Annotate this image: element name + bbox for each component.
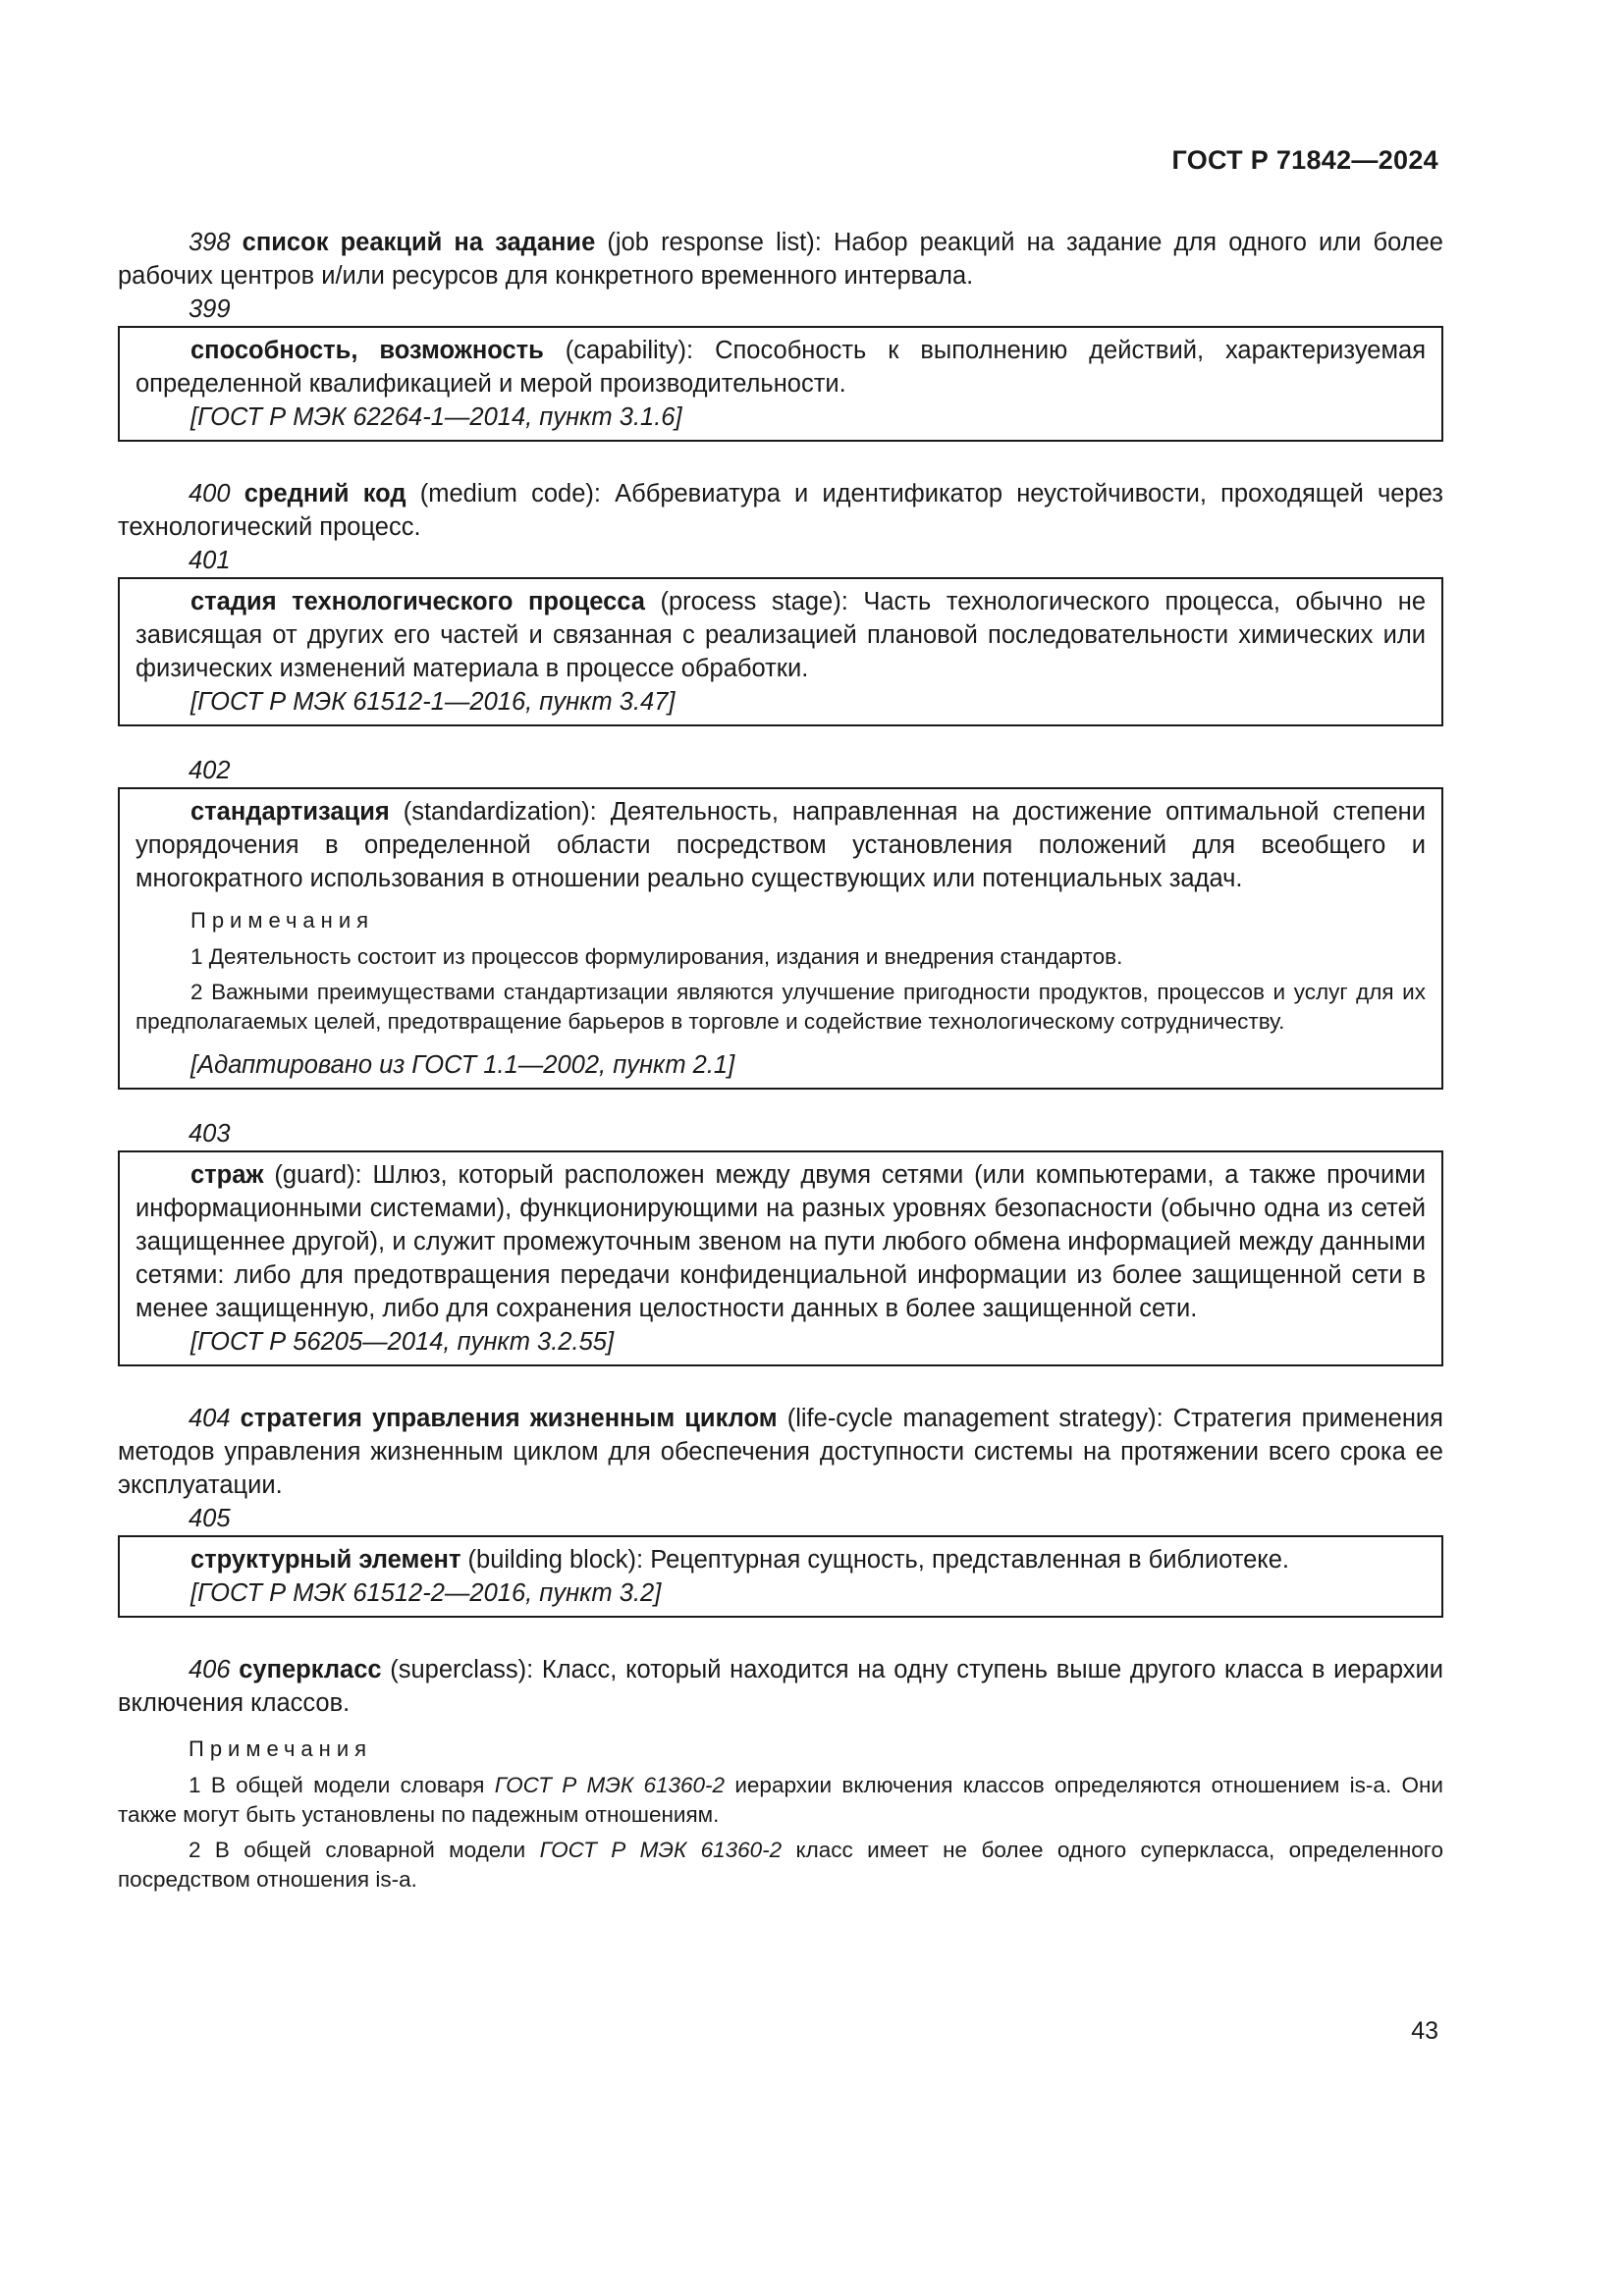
term-definition: (process stage): Часть технологического процесса, обычно не зависящая от других его частей и связанная с реализацией плановой последовательности химических или физических изменений материала в процессе обработки. xyxy=(135,588,1426,682)
term-number-399: 399 xyxy=(189,295,231,323)
note-item: 2 Важными преимуществами стандартизации являются улучшение пригодности продуктов, процессов и услуг для их предполагаемых целей, предотвращение барьеров в торговле и содействие технологическому сотрудничеству. xyxy=(135,980,1426,1034)
notes-heading: Примечания xyxy=(190,908,375,933)
term-box-401 xyxy=(118,577,1443,726)
term-entry-405 xyxy=(135,1543,1426,1576)
document-code-header: ГОСТ Р 71842—2024 xyxy=(1171,145,1438,175)
term-title: список реакций на задание xyxy=(242,229,596,256)
note-item: 1 Деятельность состоит из процессов формулирования, издания и внедрения стандартов. xyxy=(190,944,1123,969)
term-box-403 xyxy=(118,1150,1443,1366)
term-definition: (medium code): Аббревиатура и идентификатор неустойчивости, проходящей через технологический процесс. xyxy=(118,480,1443,541)
term-box-405 xyxy=(118,1535,1443,1618)
term-title: способность, возможность xyxy=(190,337,544,364)
note-standard-ref: ГОСТ Р МЭК 61360-2 xyxy=(539,1838,783,1862)
note-item xyxy=(118,1771,1443,1830)
term-definition: (life-cycle management strategy): Стратегия применения методов управления жизненным циклом для обеспечения доступности системы на протяжении всего срока ее эксплуатации. xyxy=(118,1405,1443,1499)
term-definition: (standardization): Деятельность, направленная на достижение оптимальной степени упорядочения в определенной области посредством установления положений для всеобщего и многократного использования в отношении реально существующих или потенциальных задач. xyxy=(135,798,1426,892)
term-definition: (superclass): Класс, который находится на одну ступень выше другого класса в иерархии включения классов. xyxy=(118,1656,1443,1717)
term-reference: [ГОСТ Р МЭК 61512-1—2016, пункт 3.47] xyxy=(190,688,676,716)
term-reference: [ГОСТ Р МЭК 62264-1—2014, пункт 3.1.6] xyxy=(190,403,682,431)
term-box-399 xyxy=(118,326,1443,442)
note-text: класс имеет не более одного суперкласса, определенного посредством отношения is-a. xyxy=(118,1838,1444,1892)
term-title: структурный элемент xyxy=(190,1546,461,1574)
term-definition: (building block): Рецептурная сущность, представленная в библиотеке. xyxy=(460,1546,1290,1574)
term-number-405: 405 xyxy=(189,1505,231,1532)
term-number: 406 xyxy=(189,1656,231,1683)
note-text: иерархии включения классов определяются отношением is-a. Они также могут быть установлены по падежным отношениям. xyxy=(118,1773,1443,1827)
page-number: 43 xyxy=(1411,2017,1438,2045)
term-box-402 xyxy=(118,787,1443,1090)
term-entry-404 xyxy=(118,1402,1443,1502)
term-number: 404 xyxy=(189,1405,231,1432)
term-entry-398 xyxy=(118,226,1443,293)
term-reference: [Адаптировано из ГОСТ 1.1—2002, пункт 2.1] xyxy=(190,1051,735,1079)
term-number-402: 402 xyxy=(189,757,231,784)
term-entry-402 xyxy=(135,795,1426,895)
term-reference: [ГОСТ Р 56205—2014, пункт 3.2.55] xyxy=(190,1328,615,1356)
notes-heading: Примечания xyxy=(189,1736,373,1761)
note-item xyxy=(118,1836,1443,1895)
note-text: 2 В общей словарной модели xyxy=(189,1838,540,1862)
term-definition: (guard): Шлюз, который расположен между двумя сетями (или компьютерами, а также прочими информационными системами), функционирующими на разных уровнях безопасности (обычно одна из сетей защищеннее другой), и служит промежуточным звеном на пути любого обмена информацией между данными сетями: либо для предотвращения передачи конфиденциальной информации из более защищенной сети в менее защищенную, либо для сохранения целостности данных в более защищенной сети. xyxy=(135,1161,1426,1322)
note-standard-ref: ГОСТ Р МЭК 61360-2 xyxy=(494,1773,726,1797)
term-title: страж xyxy=(190,1161,264,1189)
term-entry-399 xyxy=(135,334,1426,400)
term-title: стандартизация xyxy=(190,798,390,826)
term-definition: (capability): Способность к выполнению действий, характеризуемая определенной квалификацией и мерой производительности. xyxy=(135,337,1426,398)
term-entry-401 xyxy=(135,585,1426,685)
term-title: средний код xyxy=(244,480,406,507)
term-number-403: 403 xyxy=(189,1120,231,1148)
term-number-401: 401 xyxy=(189,547,231,574)
term-reference: [ГОСТ Р МЭК 61512-2—2016, пункт 3.2] xyxy=(190,1579,662,1607)
term-entry-400 xyxy=(118,477,1443,544)
term-title: суперкласс xyxy=(239,1656,382,1683)
note-text: 1 В общей модели словаря xyxy=(189,1773,495,1797)
term-title: стадия технологического процесса xyxy=(190,588,645,615)
page-content xyxy=(118,226,1443,1895)
term-entry-406 xyxy=(118,1653,1443,1720)
term-number: 398 xyxy=(189,229,231,256)
term-title: стратегия управления жизненным циклом xyxy=(240,1405,778,1432)
term-entry-403 xyxy=(135,1158,1426,1325)
term-definition: (job response list): Набор реакций на задание для одного или более рабочих центров и/или ресурсов для конкретного временного интервала. xyxy=(118,229,1443,290)
term-number: 400 xyxy=(189,480,231,507)
